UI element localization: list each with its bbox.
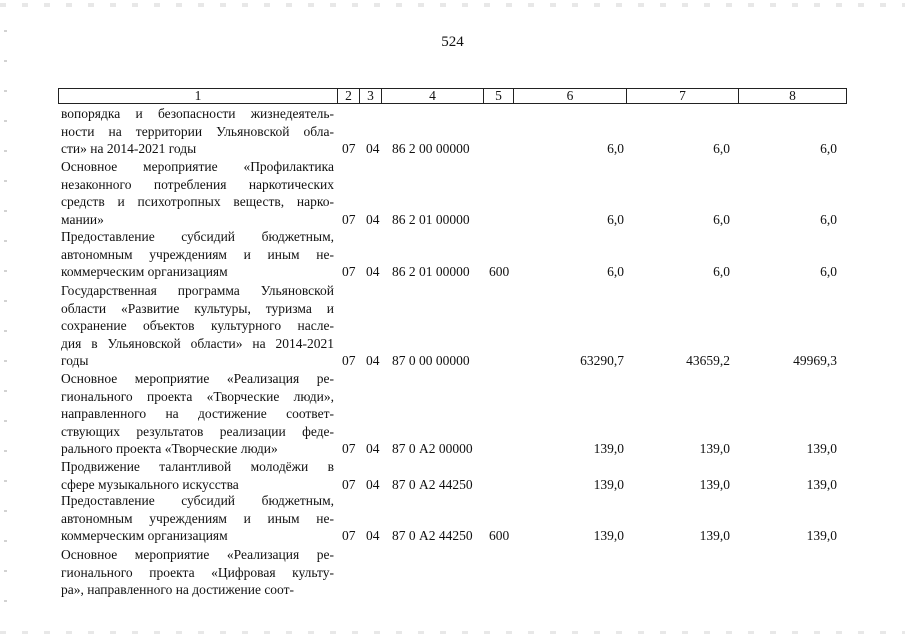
amount-col-7: 139,0 [699,528,730,543]
amount-col-8: 49969,3 [793,353,837,368]
target-article-code: 87 0 А2 00000 [392,441,473,456]
amount-col-7: 43659,2 [686,353,730,368]
amount-col-7: 139,0 [699,441,730,456]
expense-type-code: 600 [489,264,510,279]
description-line: ствующих результатов реализации феде- [61,423,334,439]
target-article-code: 86 2 01 00000 [392,211,470,227]
amount-col-6: 63290,7 [580,353,624,368]
row-description [61,546,334,599]
row-description [61,458,334,493]
amount-col-8: 139,0 [806,476,837,492]
target-article-code: 86 2 00 00000 [392,141,470,156]
section-code: 07 [342,211,356,227]
amount-col-8: 6,0 [820,211,837,227]
section-code: 07 [342,441,356,456]
row-description [61,492,334,545]
page-number: 524 [441,34,464,50]
description-line: Основное мероприятие «Реализация ре- [61,547,334,562]
target-article-code: 87 0 А2 44250 [392,476,473,492]
section-code: 07 [342,476,356,492]
description-line: Предоставление субсидий бюджетным, [61,493,334,508]
amount-col-6: 6,0 [607,211,624,227]
description-line: ра», направленного на достижение соот- [61,582,295,597]
target-article-code: 86 2 01 00000 [392,264,470,279]
row-description [61,282,334,370]
subsection-code: 04 [366,441,380,456]
row-description [61,370,334,458]
description-line: незаконного потребления наркотических [61,176,334,192]
amount-col-8: 139,0 [806,441,837,456]
row-description [61,105,334,158]
description-line: сфере музыкального искусства [61,476,239,492]
amount-col-7: 139,0 [699,476,730,492]
description-line: вопорядка и безопасности жизнедеятель- [61,106,334,121]
subsection-code: 04 [366,141,380,156]
amount-col-7: 6,0 [713,141,730,156]
header-col-2: 2 [338,89,360,103]
description-line: Основное мероприятие «Профилактика [61,159,334,174]
amount-col-6: 139,0 [593,441,624,456]
description-line: гионального проекта «Цифровая культу- [61,564,334,580]
section-code: 07 [342,264,356,279]
section-code: 07 [342,528,356,543]
header-col-5: 5 [484,89,514,103]
description-line: дия в Ульяновской области» на 2014-2021 [61,335,334,351]
amount-col-6: 6,0 [607,264,624,279]
target-article-code: 87 0 А2 44250 [392,528,473,543]
description-line: ности на территории Ульяновской обла- [61,123,334,139]
description-line: сохранение объектов культурного насле- [61,318,334,333]
description-line: автономным учреждениям и иным не- [61,246,334,262]
header-col-8: 8 [789,88,796,103]
amount-col-8: 6,0 [820,141,837,156]
row-description [61,158,334,228]
subsection-code: 04 [366,353,380,368]
description-line: средств и психотропных веществ, нарко- [61,194,334,209]
description-line: направленного на достижение соответ- [61,406,334,421]
description-line: коммерческим организациям [61,264,228,279]
description-line: области «Развитие культуры, туризма и [61,300,334,316]
row-description [61,228,334,281]
header-col-6: 6 [514,89,627,103]
description-line: Государственная программа Ульяновской [61,283,334,298]
description-line: Основное мероприятие «Реализация ре- [61,371,334,386]
header-col-3: 3 [360,89,382,103]
header-col-1: 1 [59,89,338,103]
amount-col-7: 6,0 [713,211,730,227]
section-code: 07 [342,353,356,368]
description-line: автономным учреждениям и иным не- [61,510,334,526]
subsection-code: 04 [366,211,380,227]
description-line: мании» [61,211,104,227]
description-line: Предоставление субсидий бюджетным, [61,229,334,244]
amount-col-8: 139,0 [806,528,837,543]
header-col-7: 7 [627,89,739,103]
description-line: годы [61,353,89,368]
amount-col-8: 6,0 [820,264,837,279]
subsection-code: 04 [366,476,380,492]
subsection-code: 04 [366,528,380,543]
description-line: гионального проекта «Творческие люди», [61,388,334,404]
description-line: сти» на 2014-2021 годы [61,141,197,156]
amount-col-6: 139,0 [593,528,624,543]
expense-type-code: 600 [489,528,510,543]
section-code: 07 [342,141,356,156]
description-line: Продвижение талантливой молодёжи в [61,459,334,474]
description-line: коммерческим организациям [61,528,228,543]
description-line: рального проекта «Творческие люди» [61,441,278,456]
header-col-4: 4 [382,89,484,103]
amount-col-6: 6,0 [607,141,624,156]
amount-col-7: 6,0 [713,264,730,279]
amount-col-6: 139,0 [593,476,624,492]
subsection-code: 04 [366,264,380,279]
target-article-code: 87 0 00 00000 [392,353,470,368]
